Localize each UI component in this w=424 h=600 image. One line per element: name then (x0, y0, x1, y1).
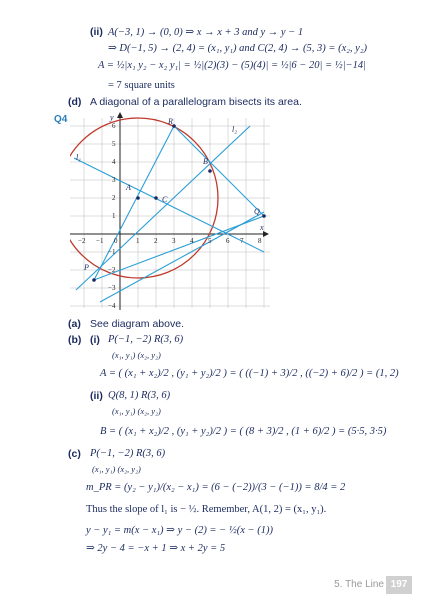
bii-formula: B = ( (x₁ + x₂)/2 , (y₁ + y₂)/2 ) = ( (8 + 3)/2 , (1 + 6)/2 ) = (5·5, 3·5) (100, 426, 387, 437)
label-l2: l₂ (232, 125, 238, 134)
x-tick: 2 (154, 237, 158, 245)
part-a-label: (a) (68, 318, 81, 330)
y-tick: 5 (112, 140, 116, 148)
part-a-text: See diagram above. (90, 318, 184, 330)
part-ii-label: (ii) (90, 26, 103, 38)
x-tick: −2 (78, 237, 86, 245)
y-tick: −3 (108, 284, 116, 292)
question-number: Q4 (54, 114, 68, 125)
page-number: 197 (386, 576, 412, 594)
page-footer (0, 574, 424, 600)
bii-coords: (x₁, y₁) (x₂, y₂) (112, 406, 161, 416)
image-points-line: ⇒ D(−1, 5) → (2, 4) = (x₁, y₁) and C(2, 4) → (5, 3) = (x₂, y₂) (108, 43, 367, 54)
line-rq (174, 126, 264, 216)
y-tick: 3 (112, 176, 116, 184)
y-tick: 6 (112, 122, 116, 130)
x-tick: 5 (208, 237, 212, 245)
y-tick: 2 (112, 194, 116, 202)
c-eq2: ⇒ 2y − 4 = −x + 1 ⇒ x + 2y = 5 (86, 543, 226, 554)
part-d-label: (d) (68, 96, 82, 108)
part-bii-label: (ii) (90, 390, 103, 402)
x-axis-label: x (260, 223, 264, 232)
x-tick: 1 (136, 237, 140, 245)
label-r: R (168, 117, 173, 126)
x-tick: 7 (240, 237, 244, 245)
c-text: Thus the slope of l₁ is − ½. Remember, A(1, 2) = (x₁, y₁). (86, 504, 327, 515)
area-result: = 7 square units (108, 80, 175, 91)
label-l1: l₁ (76, 153, 82, 162)
point-b (208, 169, 212, 173)
part-c-label: (c) (68, 448, 81, 460)
bii-points: Q(8, 1) R(3, 6) (108, 390, 171, 401)
y-tick: −1 (108, 248, 116, 256)
chapter-title: 5. The Line (334, 579, 384, 590)
point-a (136, 196, 140, 200)
x-tick: 8 (258, 237, 262, 245)
bi-points: P(−1, −2) R(3, 6) (108, 334, 184, 345)
c-points: P(−1, −2) R(3, 6) (90, 448, 166, 459)
x-tick: −1 (96, 237, 104, 245)
y-tick: −4 (108, 302, 116, 310)
label-p: P (84, 263, 89, 272)
c-eq1: y − y₁ = m(x − x₁) ⇒ y − (2) = − ½(x − (1)) (86, 525, 273, 536)
point-q (262, 214, 266, 218)
point-c (154, 196, 158, 200)
label-c: C (162, 195, 168, 204)
line-aq (100, 212, 264, 302)
y-tick: 4 (112, 158, 116, 166)
grid (70, 118, 270, 308)
translation-line: A(−3, 1) → (0, 0) ⇒ x → x + 3 and y → y − 1 (108, 27, 304, 38)
x-tick: 4 (190, 237, 194, 245)
label-b: B (203, 157, 208, 166)
coordinate-graph (70, 112, 270, 312)
bi-coords: (x₁, y₁) (x₂, y₂) (112, 350, 161, 360)
x-tick: 6 (226, 237, 230, 245)
label-q: Q (254, 207, 260, 216)
area-formula-line: A = ½|x₁ y₂ − x₂ y₁| = ½|(2)(3) − (5)(4)| = ½|6 − 20| = ½|−14| (98, 60, 366, 71)
part-d-text: A diagonal of a parallelogram bisects its area. (90, 96, 302, 108)
x-tick: 3 (172, 237, 176, 245)
origin-label: 0 (114, 237, 118, 245)
y-axis-label: y (110, 113, 114, 122)
point-p (92, 278, 96, 282)
part-b-label: (b) (68, 334, 82, 346)
c-slope: m_PR = (y₂ − y₁)/(x₂ − x₁) = (6 − (−2))/(3 − (−1)) = 8/4 = 2 (86, 482, 346, 493)
bi-formula: A = ( (x₁ + x₂)/2 , (y₁ + y₂)/2 ) = ( ((−1) + 3)/2 , ((−2) + 6)/2 ) = (1, 2) (100, 368, 399, 379)
label-a: A (126, 183, 131, 192)
c-coords: (x₁, y₁) (x₂, y₂) (92, 464, 141, 474)
y-tick: −2 (108, 266, 116, 274)
part-bi-label: (i) (90, 334, 100, 346)
y-tick: 1 (112, 212, 116, 220)
